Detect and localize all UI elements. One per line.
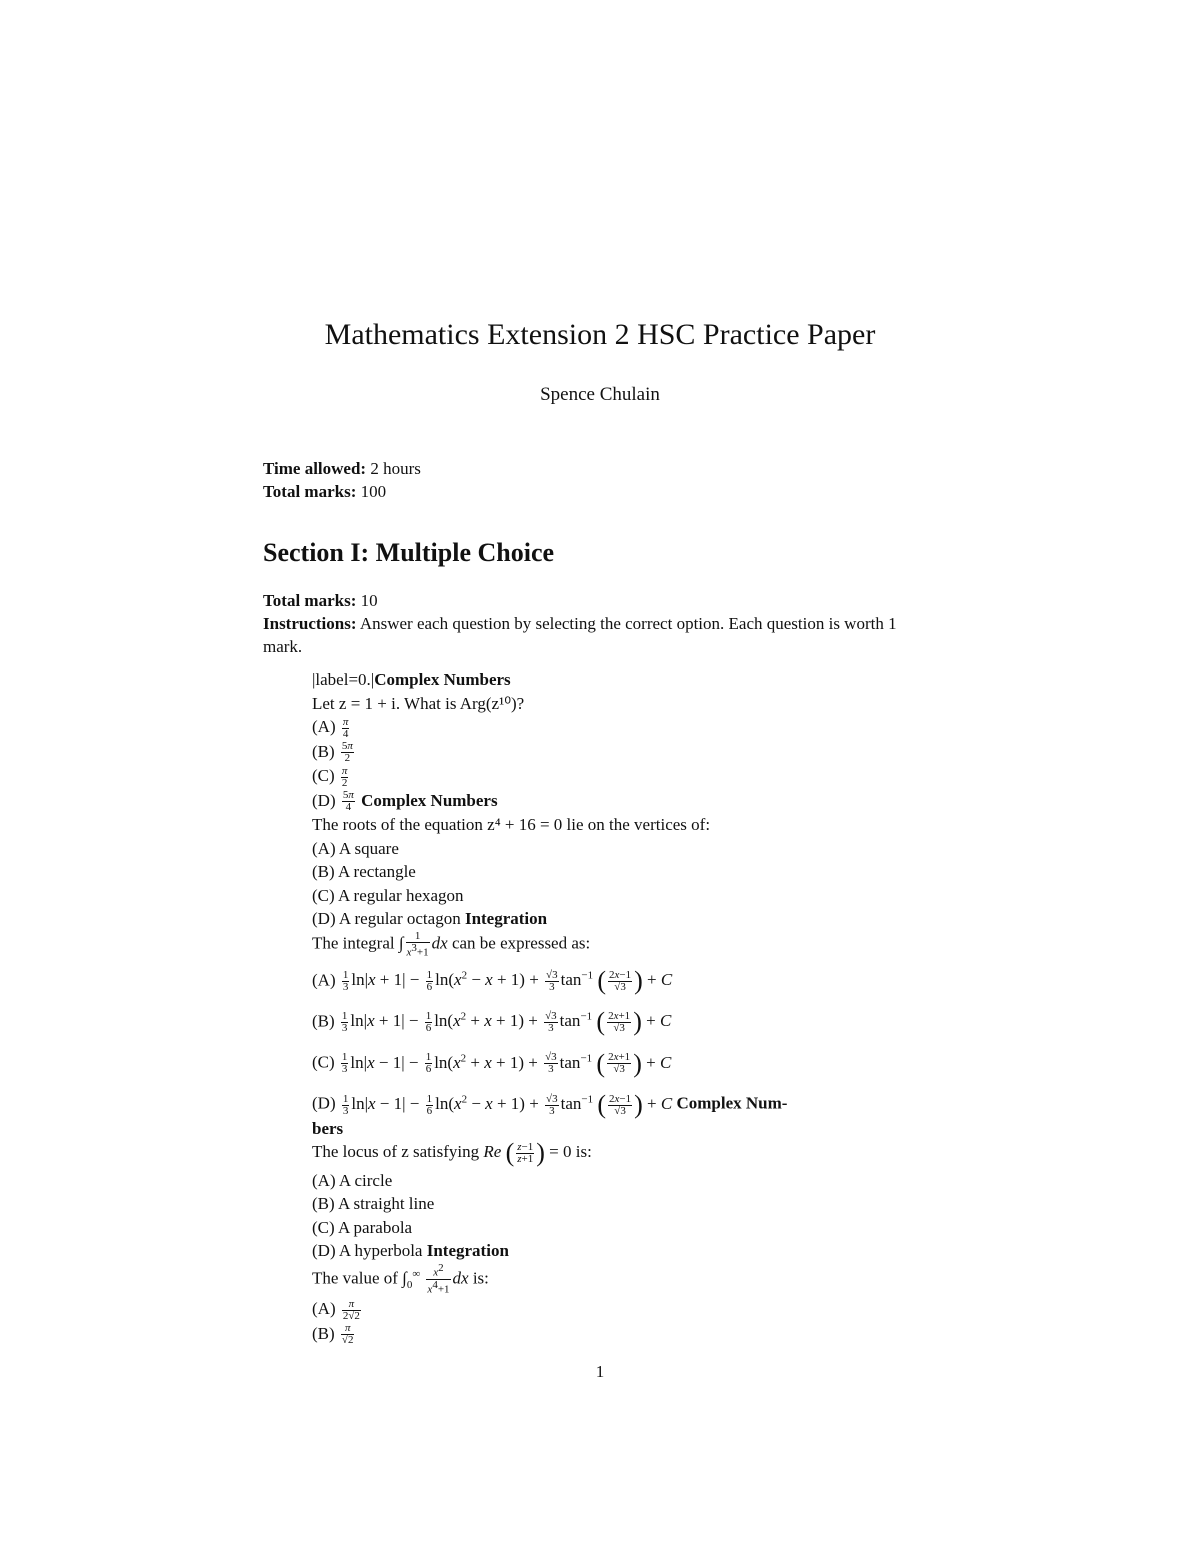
section-heading: Section I: Multiple Choice (263, 538, 555, 567)
q4-option-a[interactable]: (A) A circle (312, 1170, 393, 1190)
q1-option-d[interactable] (312, 789, 942, 814)
q4-topic-line (312, 1117, 942, 1141)
q2-stem: The roots of the equation z⁴ + 16 = 0 lie on the vertices of: (312, 815, 711, 835)
q5-option-b-math: $\frac{\pi}{√2}$ (341, 1322, 354, 1347)
q5-option-a-label: (A) (312, 1299, 336, 1319)
q3-option-d-math: $\frac{1}{3}$ ln|x − 1| − $\frac{1}{6}$ $\ln(x^2 - x + 1)$ + $\frac{√3}{3}$ $\tan^{-1}$ ( $\frac{2x-1}{√3}$ ) + C (342, 1090, 673, 1120)
page-number: 1 (595, 1362, 605, 1381)
q3-option-d[interactable] (312, 1088, 942, 1120)
instructions-text: Answer each question by selecting the correct option. Each question is worth 1 mark. (263, 614, 897, 656)
q3-option-b[interactable] (312, 1006, 942, 1037)
q3-option-c-math: $\frac{1}{3}$ ln|x − 1| − $\frac{1}{6}$ $\ln(x^2 + x + 1)$ + $\frac{√3}{3}$ $\tan^{-1}$ ( $\frac{2x+1}{√3}$ ) + C (341, 1048, 672, 1078)
q3-option-a[interactable] (312, 965, 942, 996)
q3-option-a-label: (A) (312, 970, 336, 990)
q3-integrand: $\frac{1}{x^3+1}$ (406, 929, 429, 959)
section-marks (263, 589, 938, 612)
q5-topic: Integration (426, 1241, 509, 1261)
q1-heading (312, 668, 942, 692)
q1-option-c-math: $\frac{\pi}{2}$ (341, 764, 348, 789)
q5-option-a[interactable] (312, 1297, 942, 1322)
q4-option-c[interactable]: (C) A parabola (312, 1217, 413, 1237)
q1-option-a-math: $\frac{\pi}{4}$ (342, 715, 349, 740)
q2-option-b[interactable]: (B) A rectangle (312, 862, 416, 882)
total-marks (263, 482, 386, 502)
q4-stem-start: The locus of z satisfying (312, 1142, 480, 1162)
instructions-label: Instructions: (263, 614, 357, 633)
q1-option-c-label: (C) (312, 766, 335, 786)
q3-stem-end: can be expressed as: (451, 933, 591, 953)
q2-option-d[interactable] (312, 907, 942, 931)
q4-option-d[interactable] (312, 1239, 942, 1263)
q1-option-b-label: (B) (312, 741, 335, 761)
q4-option-d-text: (D) A hyperbola (312, 1241, 423, 1261)
q1-topic: Complex Numbers (374, 670, 511, 689)
q2-option-a[interactable]: (A) A square (312, 838, 399, 858)
q4-topic-part1: Complex Num- (676, 1093, 788, 1113)
q5-integrand: $\frac{x^2}{x^4+1}$ (427, 1262, 450, 1296)
q3-option-b-label: (B) (312, 1011, 335, 1031)
q1-option-b-math: $\frac{5\pi}{2}$ (341, 740, 353, 765)
question-list (312, 668, 942, 1346)
q1-stem: Let z = 1 + i. What is Arg(z¹⁰)? (312, 693, 525, 713)
q5-option-a-math: $\frac{\pi}{2√2}$ (342, 1297, 360, 1322)
q1-option-a-label: (A) (312, 717, 336, 736)
q3-option-d-label: (D) (312, 1093, 336, 1113)
q1-option-a[interactable] (312, 715, 942, 740)
q3-option-c-label: (C) (312, 1052, 335, 1072)
q3-option-b-math: $\frac{1}{3}$ ln|x + 1| − $\frac{1}{6}$ $\ln(x^2 + x + 1)$ + $\frac{√3}{3}$ $\tan^{-1}$ ( $\frac{2x+1}{√3}$ ) + C (341, 1007, 672, 1037)
instructions (263, 612, 938, 658)
time-allowed-label: Time allowed: (263, 459, 367, 478)
paper-author: Spence Chulain (540, 384, 660, 405)
total-marks-value: 100 (360, 482, 387, 501)
q1-option-d-label: (D) (312, 790, 336, 810)
q5-stem-end: is: (472, 1268, 489, 1288)
section-marks-label: Total marks: (263, 591, 357, 610)
paper-title: Mathematics Extension 2 HSC Practice Paper (324, 318, 876, 351)
section-marks-value: 10 (360, 591, 378, 610)
q5-stem: The value of $\int_0^\infty$ $\frac{x^2}{x^4+1}$ dx is: (312, 1262, 489, 1296)
q5-stem-start: The value of (312, 1268, 398, 1288)
time-allowed (263, 459, 421, 479)
q5-option-b-label: (B) (312, 1323, 335, 1343)
q5-option-b[interactable] (312, 1322, 942, 1347)
q2-topic: Complex Numbers (361, 790, 498, 810)
q3-stem-start: The integral (312, 933, 395, 953)
q1-option-c[interactable] (312, 764, 942, 789)
q4-stem-end: = 0 is: (549, 1142, 592, 1162)
time-allowed-value: 2 hours (370, 459, 421, 478)
q3-stem: The integral ∫ $\frac{1}{x^3+1}$ dx can be expressed as: (312, 929, 591, 959)
q2-option-d-text: (D) A regular octagon (312, 909, 461, 929)
q4-option-b[interactable]: (B) A straight line (312, 1194, 435, 1214)
q4-stem: The locus of z satisfying Re ( $\frac{z-1}{z+1}$ ) = 0 is: (312, 1138, 592, 1168)
q4-topic-part2: bers (312, 1118, 344, 1138)
q1-prefix: |label=0.| (312, 670, 375, 689)
total-marks-label: Total marks: (263, 482, 357, 501)
q1-option-b[interactable] (312, 740, 942, 765)
q1-option-d-math: $\frac{5\pi}{4}$ (342, 789, 354, 814)
q2-option-c[interactable]: (C) A regular hexagon (312, 885, 464, 905)
q3-option-a-math: $\frac{1}{3}$ ln|x + 1| − $\frac{1}{6}$ $\ln(x^2 - x + 1)$ + $\frac{√3}{3}$ $\tan^{-1}$ ( $\frac{2x-1}{√3}$ ) + C (342, 966, 673, 996)
q3-option-c[interactable] (312, 1047, 942, 1078)
q3-topic: Integration (464, 909, 548, 929)
